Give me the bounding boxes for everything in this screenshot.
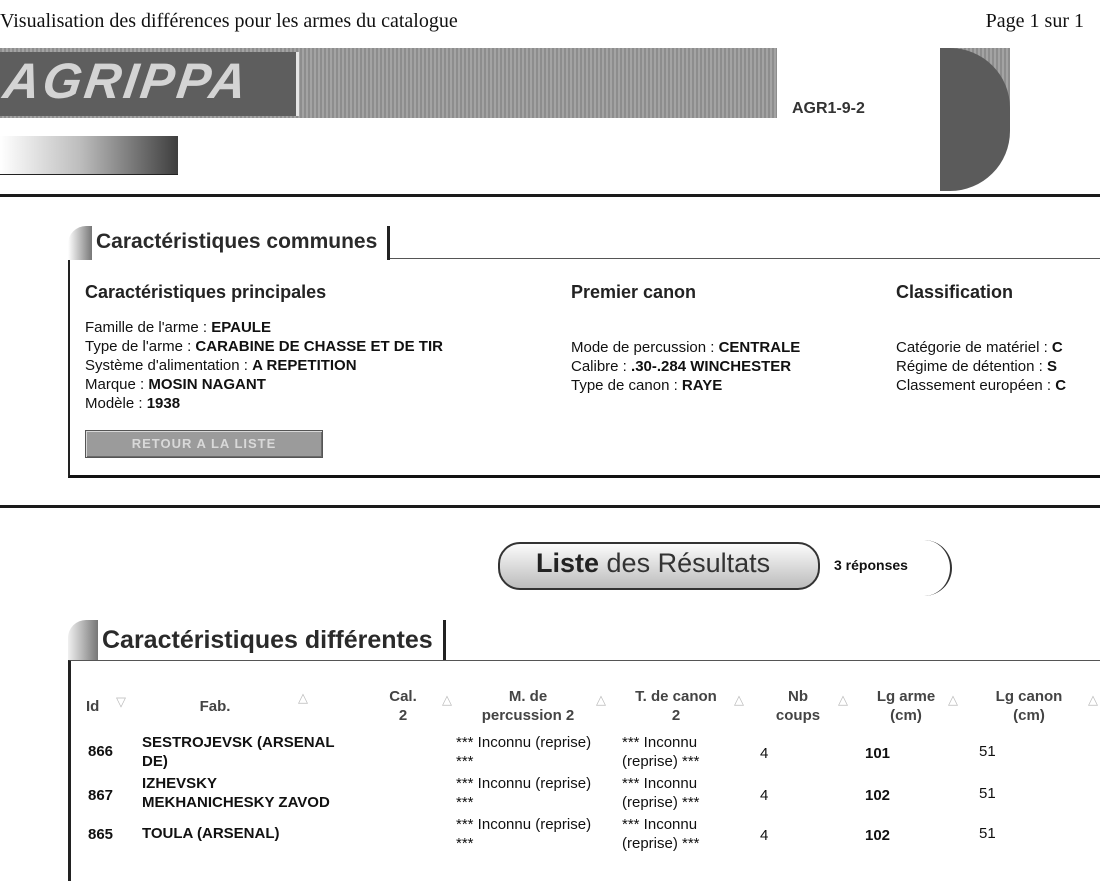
code-panel <box>777 48 940 191</box>
cell-barrel-type: *** Inconnu (reprise) *** <box>622 734 700 770</box>
cell-shots: 4 <box>760 827 769 844</box>
first-barrel-list <box>571 338 800 395</box>
agrippa-logo: AGRIPPA <box>0 53 254 109</box>
main-characteristics-heading: Caractéristiques principales <box>85 282 327 302</box>
cell-manufacturer: SESTROJEVSK (ARSENAL DE) <box>142 734 335 770</box>
cell-barrel-length: 51 <box>979 825 996 842</box>
cell-percussion: *** Inconnu (reprise) *** <box>456 816 592 852</box>
document-title: Visualisation des différences pour les armes du catalogue <box>0 10 458 32</box>
column-header-manufacturer[interactable]: Fab. <box>199 698 231 715</box>
field-barrel-type: Type de canon : RAYE <box>571 377 723 394</box>
page-number: Page 1 sur 1 <box>985 10 1084 32</box>
column-header-percussion[interactable]: M. de percussion 2 <box>481 688 575 724</box>
tab-corner <box>68 226 92 260</box>
tab-corner <box>68 620 98 660</box>
field-detention-regime: Régime de détention : S <box>896 358 1057 375</box>
section-title: Caractéristiques différentes <box>98 620 446 660</box>
sort-asc-icon[interactable]: △ <box>596 692 606 707</box>
sort-asc-icon[interactable]: △ <box>298 690 308 705</box>
field-type: Type de l'arme : CARABINE DE CHASSE ET DE TIR <box>85 338 443 355</box>
results-list-title: Liste des Résultats <box>536 548 771 578</box>
cell-weapon-length: 102 <box>865 827 891 844</box>
sort-asc-icon[interactable]: △ <box>1088 692 1098 707</box>
field-percussion: Mode de percussion : CENTRALE <box>571 339 801 356</box>
cell-shots: 4 <box>760 787 769 804</box>
main-characteristics-list <box>85 318 443 413</box>
cell-barrel-type: *** Inconnu (reprise) *** <box>622 816 700 852</box>
cell-manufacturer: TOULA (ARSENAL) <box>142 825 280 842</box>
sort-asc-icon[interactable]: △ <box>734 692 744 707</box>
field-family: Famille de l'arme : EPAULE <box>85 319 271 336</box>
classification-heading: Classification <box>896 282 1014 302</box>
cell-weapon-length: 101 <box>865 745 891 762</box>
divider <box>0 505 1100 508</box>
column-header-id[interactable]: Id <box>86 698 100 715</box>
results-count: 3 réponses <box>834 557 908 573</box>
gradient-bar <box>0 136 178 174</box>
field-caliber: Calibre : .30-.284 WINCHESTER <box>571 358 792 375</box>
cell-weapon-length: 102 <box>865 787 891 804</box>
cell-id: 867 <box>88 787 114 804</box>
cell-percussion: *** Inconnu (reprise) *** <box>456 734 592 770</box>
cell-barrel-type: *** Inconnu (reprise) *** <box>622 775 700 811</box>
field-european-class: Classement européen : C <box>896 377 1067 394</box>
column-header-shots[interactable]: Nb coups <box>775 688 821 724</box>
divider <box>0 194 1100 197</box>
common-characteristics-tab <box>68 226 390 260</box>
column-header-weapon-length[interactable]: Lg arme (cm) <box>876 688 936 724</box>
cell-barrel-length: 51 <box>979 743 996 760</box>
first-barrel-heading: Premier canon <box>571 282 697 302</box>
field-brand: Marque : MOSIN NAGANT <box>85 376 266 393</box>
cell-id: 865 <box>88 826 114 843</box>
column-header-barrel-length[interactable]: Lg canon (cm) <box>995 688 1063 724</box>
field-category: Catégorie de matériel : C <box>896 339 1063 356</box>
back-to-list-button[interactable]: RETOUR A LA LISTE <box>85 430 323 458</box>
field-model: Modèle : 1938 <box>85 395 181 412</box>
divider <box>0 174 178 175</box>
field-feed-system: Système d'alimentation : A REPETITION <box>85 357 357 374</box>
column-header-caliber[interactable]: Cal. 2 <box>389 688 417 724</box>
sort-asc-icon[interactable]: △ <box>838 692 848 707</box>
sort-asc-icon[interactable]: △ <box>948 692 958 707</box>
cell-shots: 4 <box>760 745 769 762</box>
different-characteristics-tab <box>68 620 446 660</box>
sort-desc-icon[interactable]: ▽ <box>116 694 126 709</box>
column-header-barrel-type[interactable]: T. de canon 2 <box>635 688 717 724</box>
cell-manufacturer: IZHEVSKY MEKHANICHESKY ZAVOD <box>142 775 330 811</box>
classification-list <box>896 338 1086 395</box>
sort-asc-icon[interactable]: △ <box>442 692 452 707</box>
section-title: Caractéristiques communes <box>92 226 390 260</box>
cell-barrel-length: 51 <box>979 785 996 802</box>
cell-id: 866 <box>88 743 114 760</box>
cell-percussion: *** Inconnu (reprise) *** <box>456 775 592 811</box>
reference-code: AGR1-9-2 <box>792 100 865 117</box>
